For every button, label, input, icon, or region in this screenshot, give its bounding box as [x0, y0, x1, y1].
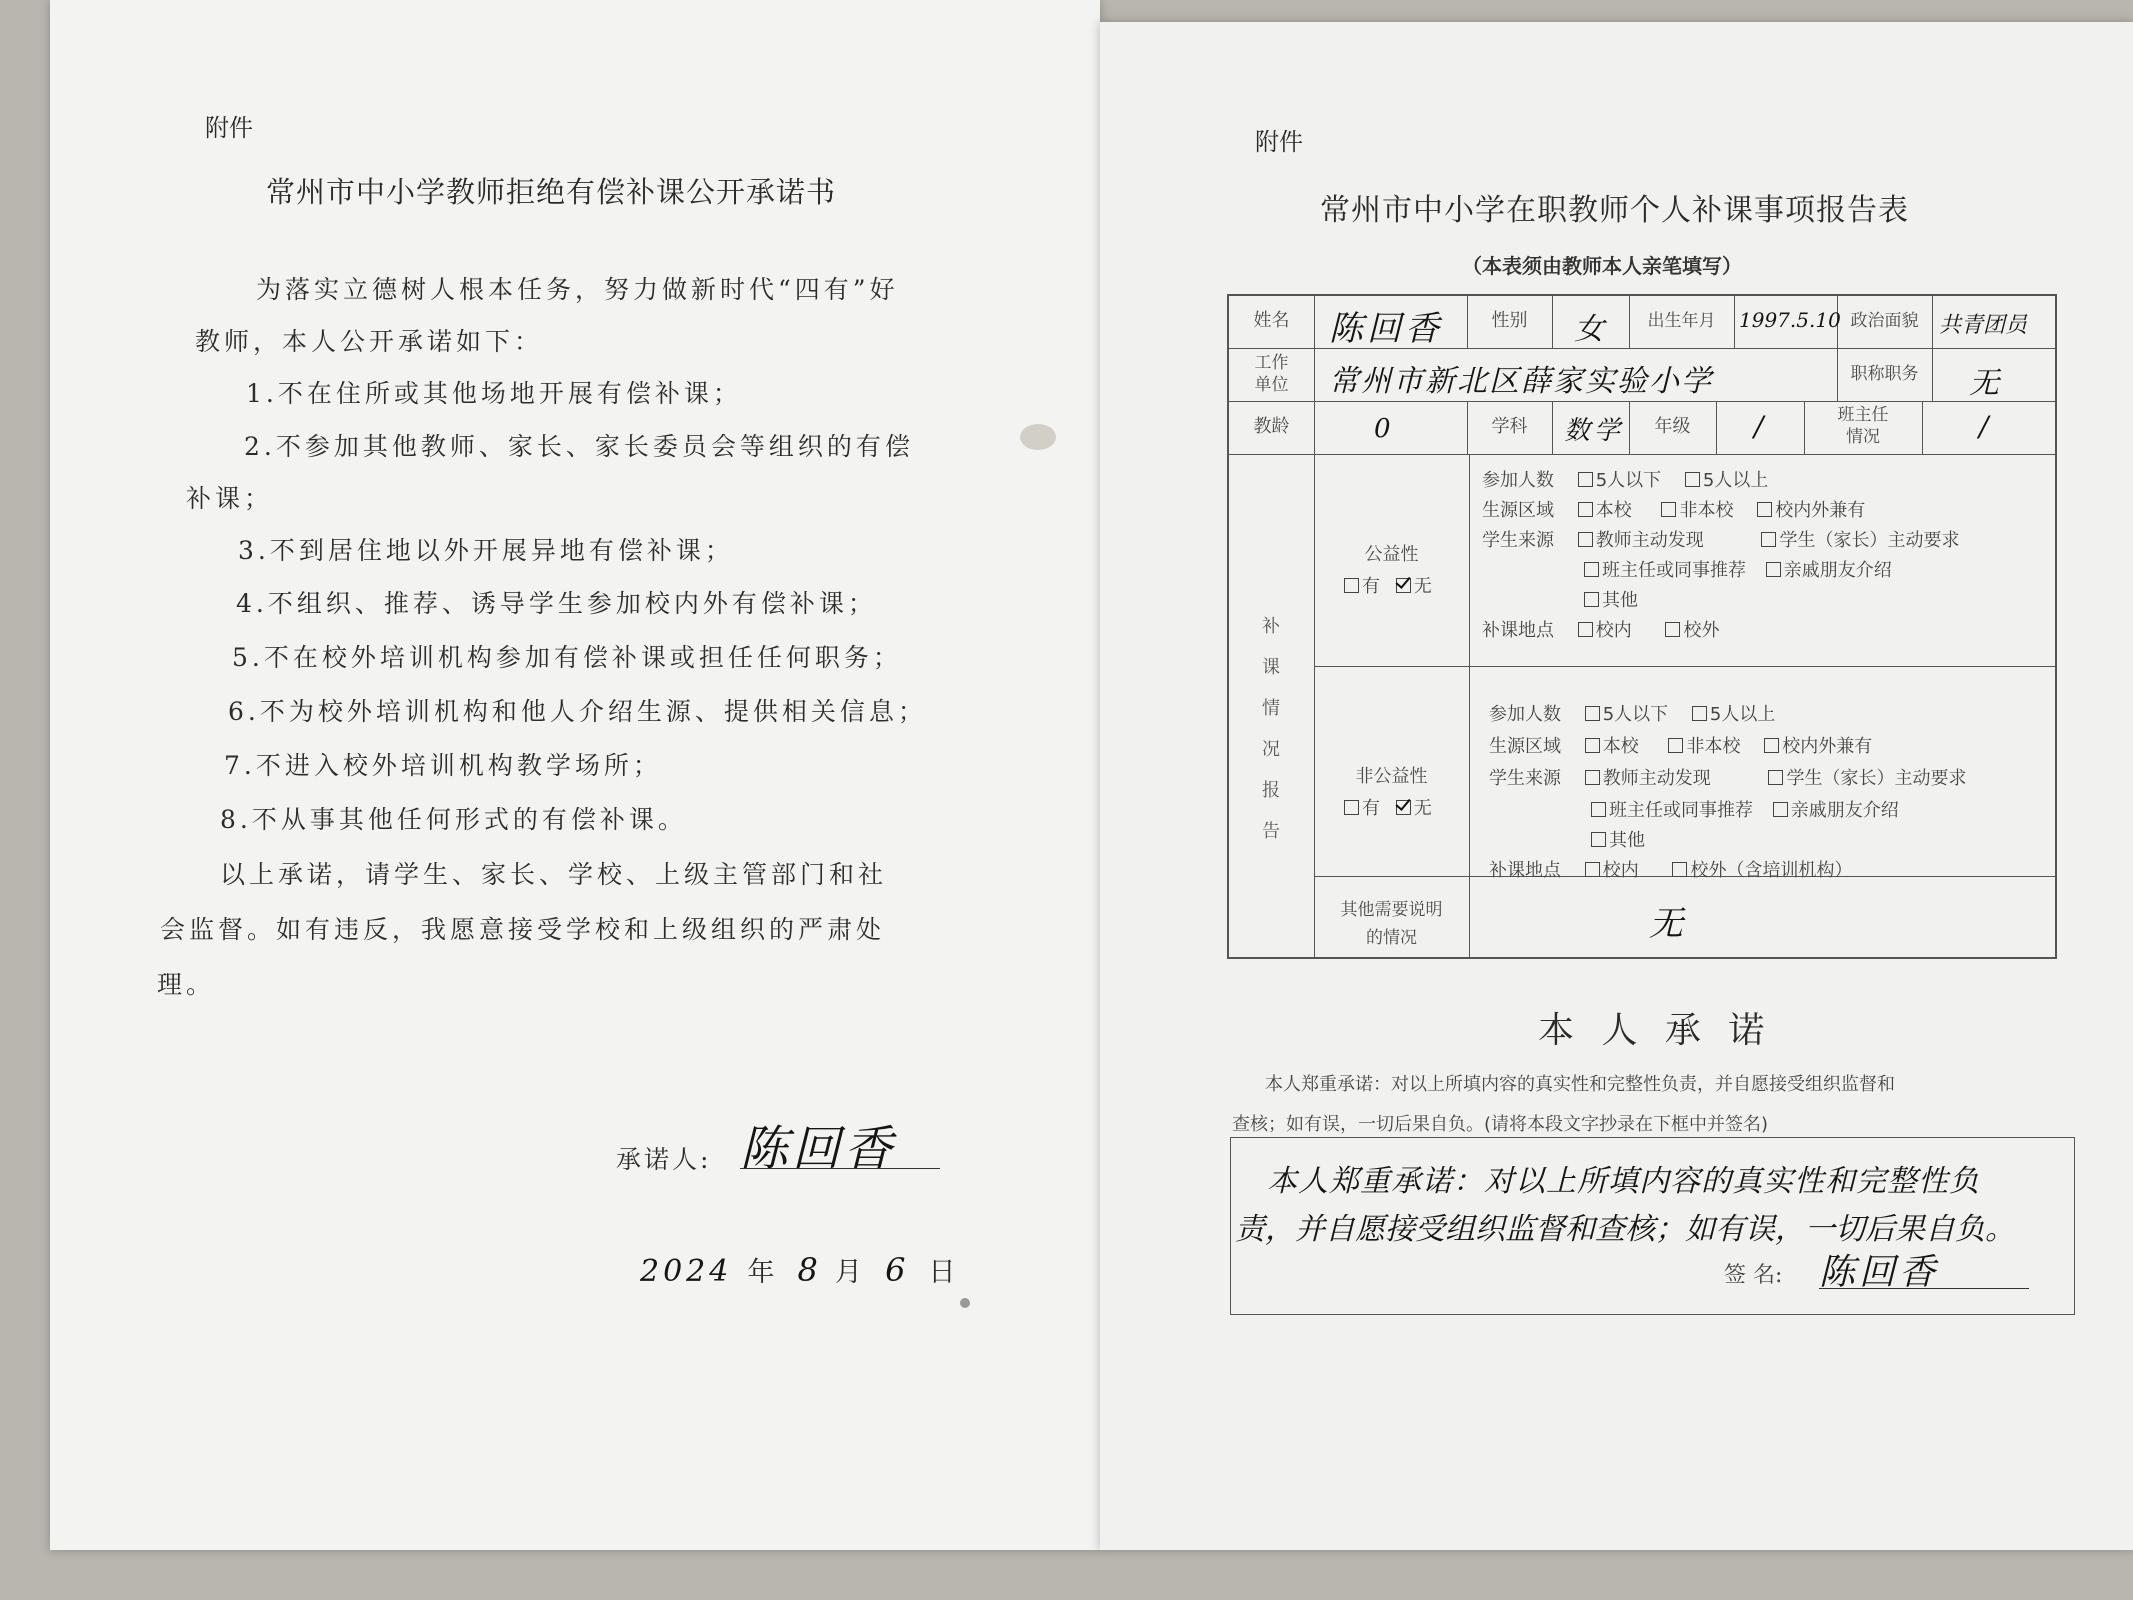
option-label: 校外 [1683, 620, 1720, 641]
unit-value: 常州市新北区薛家实验小学 [1329, 364, 1713, 399]
checkbox-empty-icon[interactable] [1692, 706, 1707, 721]
birth-label: 出生年月 [1647, 311, 1716, 331]
commitment-item: 1.不在住所或其他场地开展有偿补课； [246, 379, 742, 408]
option-label: 5人以下 [1602, 704, 1669, 725]
commitment-item: 4.不组织、推荐、诱导学生参加校内外有偿补课； [236, 589, 877, 618]
sign-line [1819, 1288, 2029, 1289]
option-label: 教师主动发现 [1595, 530, 1704, 551]
row-label: 生源区域 [1482, 500, 1554, 521]
date-month: 8 [797, 1251, 822, 1289]
unit-label-line2: 单位 [1254, 375, 1289, 395]
other-label-line1: 其他需要说明 [1340, 900, 1443, 920]
attachment-label: 附件 [1255, 128, 1303, 156]
checkbox-empty-icon[interactable] [1578, 532, 1593, 547]
public-source-row-3 [1584, 586, 1638, 612]
nonpublic-area-row [1489, 732, 1872, 758]
row-label: 补课地点 [1489, 860, 1561, 881]
side-char: 况 [1262, 739, 1280, 760]
date-year: 2024 [640, 1254, 733, 1289]
row-label: 参加人数 [1482, 470, 1554, 491]
table-rule [1314, 666, 2055, 667]
checkbox-empty-icon[interactable] [1773, 802, 1788, 817]
option-label: 校内 [1595, 620, 1632, 641]
name-label: 姓名 [1253, 310, 1290, 331]
option-label: 无 [1413, 576, 1432, 597]
table-rule [1552, 401, 1553, 454]
checkbox-empty-icon[interactable] [1665, 622, 1680, 637]
option-label: 教师主动发现 [1602, 768, 1711, 789]
checkbox-empty-icon[interactable] [1757, 502, 1772, 517]
paragraph-line: 教师，本人公开承诺如下： [195, 327, 544, 356]
paragraph-line: 补课； [186, 484, 274, 513]
commitment-letter-page [50, 0, 1100, 1550]
option-label: 5人以上 [1709, 704, 1776, 725]
option-label: 本校 [1602, 736, 1639, 757]
table-rule [1229, 454, 2055, 455]
checkbox-empty-icon[interactable] [1661, 502, 1676, 517]
birth-value: 1997.5.10 [1739, 308, 1841, 332]
row-label: 补课地点 [1482, 620, 1554, 641]
years-label: 教龄 [1253, 416, 1290, 437]
report-side-label [1260, 606, 1282, 852]
report-form-page [1100, 22, 2133, 1550]
checkbox-empty-icon[interactable] [1578, 472, 1593, 487]
head-label-line1: 班主任 [1837, 405, 1889, 425]
report-table [1227, 294, 2057, 959]
row-label: 生源区域 [1489, 736, 1561, 757]
side-char: 告 [1262, 821, 1280, 842]
table-rule [1932, 348, 1933, 401]
option-label: 校内 [1602, 860, 1639, 881]
option-label: 本校 [1595, 500, 1632, 521]
table-rule [1734, 296, 1735, 348]
commitment-item: 6.不为校外培训机构和他人介绍生源、提供相关信息； [228, 697, 927, 726]
commitment-item: 5.不在校外培训机构参加有偿补课或担任任何职务； [232, 643, 902, 672]
report-subtitle: （本表须由教师本人亲笔填写） [1462, 254, 1742, 278]
public-source-row-2 [1584, 556, 1892, 582]
option-label: 亲戚朋友介绍 [1783, 560, 1892, 581]
row-label: 学生来源 [1482, 530, 1554, 551]
option-label: 班主任或同事推荐 [1602, 560, 1746, 581]
side-char: 补 [1262, 616, 1280, 637]
table-rule [1469, 454, 1470, 957]
checkbox-empty-icon[interactable] [1578, 502, 1593, 517]
grade-label: 年级 [1654, 416, 1691, 437]
commitment-item: 7.不进入校外培训机构教学场所； [224, 751, 662, 780]
public-source-row [1482, 526, 1959, 552]
head-label [1804, 404, 1922, 448]
side-char: 课 [1262, 657, 1280, 678]
checkbox-empty-icon[interactable] [1672, 862, 1687, 877]
nonpublic-place-row [1489, 856, 1852, 882]
handwritten-promise-box [1230, 1137, 2075, 1315]
unit-label [1229, 352, 1314, 396]
paragraph-line: 理。 [157, 970, 216, 999]
option-label: 校内外兼有 [1782, 736, 1873, 757]
sign-label: 签 名: [1724, 1263, 1783, 1288]
unit-label-line1: 工作 [1254, 353, 1289, 373]
public-label: 公益性 [1364, 544, 1419, 565]
nonpublic-yes-no [1344, 794, 1432, 820]
date-row [640, 1250, 956, 1289]
checkbox-empty-icon[interactable] [1685, 472, 1700, 487]
other-label-line2: 的情况 [1366, 928, 1417, 948]
paper-smudge [1020, 424, 1056, 450]
option-label: 非本校 [1679, 500, 1734, 521]
option-label: 学生（家长）主动要求 [1786, 768, 1967, 789]
promise-heading: 本 人 承 诺 [1538, 1010, 1773, 1051]
other-value: 无 [1649, 904, 1687, 944]
table-rule [1229, 401, 2055, 402]
option-label: 有 [1362, 576, 1380, 597]
checkbox-empty-icon[interactable] [1584, 562, 1599, 577]
option-label: 非本校 [1686, 736, 1741, 757]
other-label [1314, 896, 1469, 952]
political-value: 共青团员 [1939, 313, 2028, 338]
public-area-row [1482, 496, 1865, 522]
nonpublic-source-row-2 [1591, 796, 1899, 822]
commitment-item: 8.不从事其他任何形式的有偿补课。 [220, 805, 687, 834]
paragraph-line: 以上承诺，请学生、家长、学校、上级主管部门和社 [220, 860, 888, 889]
handwritten-line1: 本人郑重承诺：对以上所填内容的真实性和完整性负 [1267, 1164, 1980, 1199]
option-label: 有 [1362, 798, 1380, 819]
nonpublic-source-row [1489, 764, 1966, 790]
head-label-line2: 情况 [1846, 427, 1880, 447]
nonpublic-source-row-3 [1591, 826, 1645, 852]
nonpublic-count-row [1489, 700, 1775, 726]
checkbox-empty-icon[interactable] [1591, 832, 1606, 847]
option-label: 5人以上 [1702, 470, 1769, 491]
table-rule [1932, 296, 1933, 348]
option-label: 无 [1413, 798, 1432, 819]
ink-dot [960, 1298, 970, 1308]
attachment-label: 附件 [205, 114, 253, 142]
title-value: 无 [1969, 366, 2003, 401]
checkbox-empty-icon[interactable] [1585, 738, 1600, 753]
commitment-item: 3.不到居住地以外开展异地有偿补课； [238, 536, 734, 565]
commitment-item: 2.不参加其他教师、家长、家长委员会等组织的有偿 [244, 432, 914, 461]
option-label: 班主任或同事推荐 [1609, 800, 1753, 821]
paragraph-line: 会监督。如有违反，我愿意接受学校和上级组织的严肃处 [160, 915, 886, 944]
nonpublic-label: 非公益性 [1355, 766, 1428, 787]
option-label: 学生（家长）主动要求 [1779, 530, 1960, 551]
checkbox-empty-icon[interactable] [1344, 800, 1359, 815]
political-label: 政治面貌 [1850, 311, 1919, 331]
grade-value: / [1754, 410, 1768, 443]
option-label: 其他 [1602, 590, 1638, 611]
public-count-row [1482, 466, 1768, 492]
side-char: 报 [1262, 780, 1280, 801]
checkbox-empty-icon[interactable] [1768, 770, 1783, 785]
option-label: 校内外兼有 [1775, 500, 1866, 521]
table-rule [1716, 401, 1717, 454]
paragraph-line: 为落实立德树人根本任务，努力做新时代“四有”好 [256, 275, 899, 304]
signature-line [740, 1168, 940, 1169]
subject-label: 学科 [1491, 416, 1528, 437]
table-rule [1922, 401, 1923, 454]
checkbox-empty-icon[interactable] [1668, 738, 1683, 753]
commitment-title: 常州市中小学教师拒绝有偿补课公开承诺书 [266, 175, 837, 209]
side-char: 情 [1262, 698, 1280, 719]
checkbox-empty-icon[interactable] [1585, 770, 1600, 785]
option-label: 5人以下 [1595, 470, 1662, 491]
checkbox-empty-icon[interactable] [1761, 532, 1776, 547]
date-day-unit: 日 [928, 1257, 956, 1288]
gender-value: 女 [1574, 312, 1608, 347]
title-label: 职称职务 [1850, 364, 1919, 384]
promise-text-line2: 查核；如有误，一切后果自负。(请将本段文字抄录在下框中并签名) [1232, 1114, 1769, 1135]
promise-text-line1: 本人郑重承诺：对以上所填内容的真实性和完整性负责，并自愿接受组织监督和 [1265, 1074, 1895, 1095]
checkbox-empty-icon[interactable] [1585, 706, 1600, 721]
head-value: / [1979, 410, 1993, 443]
checkbox-empty-icon[interactable] [1591, 802, 1606, 817]
option-label: 亲戚朋友介绍 [1790, 800, 1899, 821]
report-title: 常州市中小学在职教师个人补课事项报告表 [1320, 193, 1909, 228]
checkbox-empty-icon[interactable] [1585, 862, 1600, 877]
signer-signature: 陈回香 [740, 1121, 897, 1177]
checkbox-checked-icon[interactable] [1396, 578, 1411, 593]
signer-label: 承诺人: [616, 1145, 712, 1174]
public-yes-no [1344, 572, 1432, 598]
gender-label: 性别 [1491, 310, 1528, 331]
subject-value: 数学 [1564, 416, 1625, 446]
date-day: 6 [885, 1251, 910, 1289]
date-month-unit: 月 [835, 1257, 862, 1288]
option-label: 其他 [1609, 830, 1645, 851]
checkbox-empty-icon[interactable] [1584, 592, 1599, 607]
table-rule [1314, 296, 1315, 957]
row-label: 参加人数 [1489, 704, 1561, 725]
option-label: 校外（含培训机构） [1690, 860, 1853, 881]
date-year-unit: 年 [747, 1257, 775, 1288]
checkbox-empty-icon[interactable] [1578, 622, 1593, 637]
checkbox-empty-icon[interactable] [1344, 578, 1359, 593]
row-label: 学生来源 [1489, 768, 1561, 789]
checkbox-empty-icon[interactable] [1766, 562, 1781, 577]
name-value: 陈回香 [1329, 309, 1443, 349]
handwritten-line2: 责，并自愿接受组织监督和查核；如有误，一切后果自负。 [1235, 1212, 2015, 1247]
public-place-row [1482, 616, 1719, 642]
years-value: 0 [1374, 414, 1395, 444]
table-rule [1552, 296, 1553, 348]
checkbox-empty-icon[interactable] [1764, 738, 1779, 753]
checkbox-checked-icon[interactable] [1396, 800, 1411, 815]
sign-name: 陈回香 [1819, 1252, 1940, 1293]
